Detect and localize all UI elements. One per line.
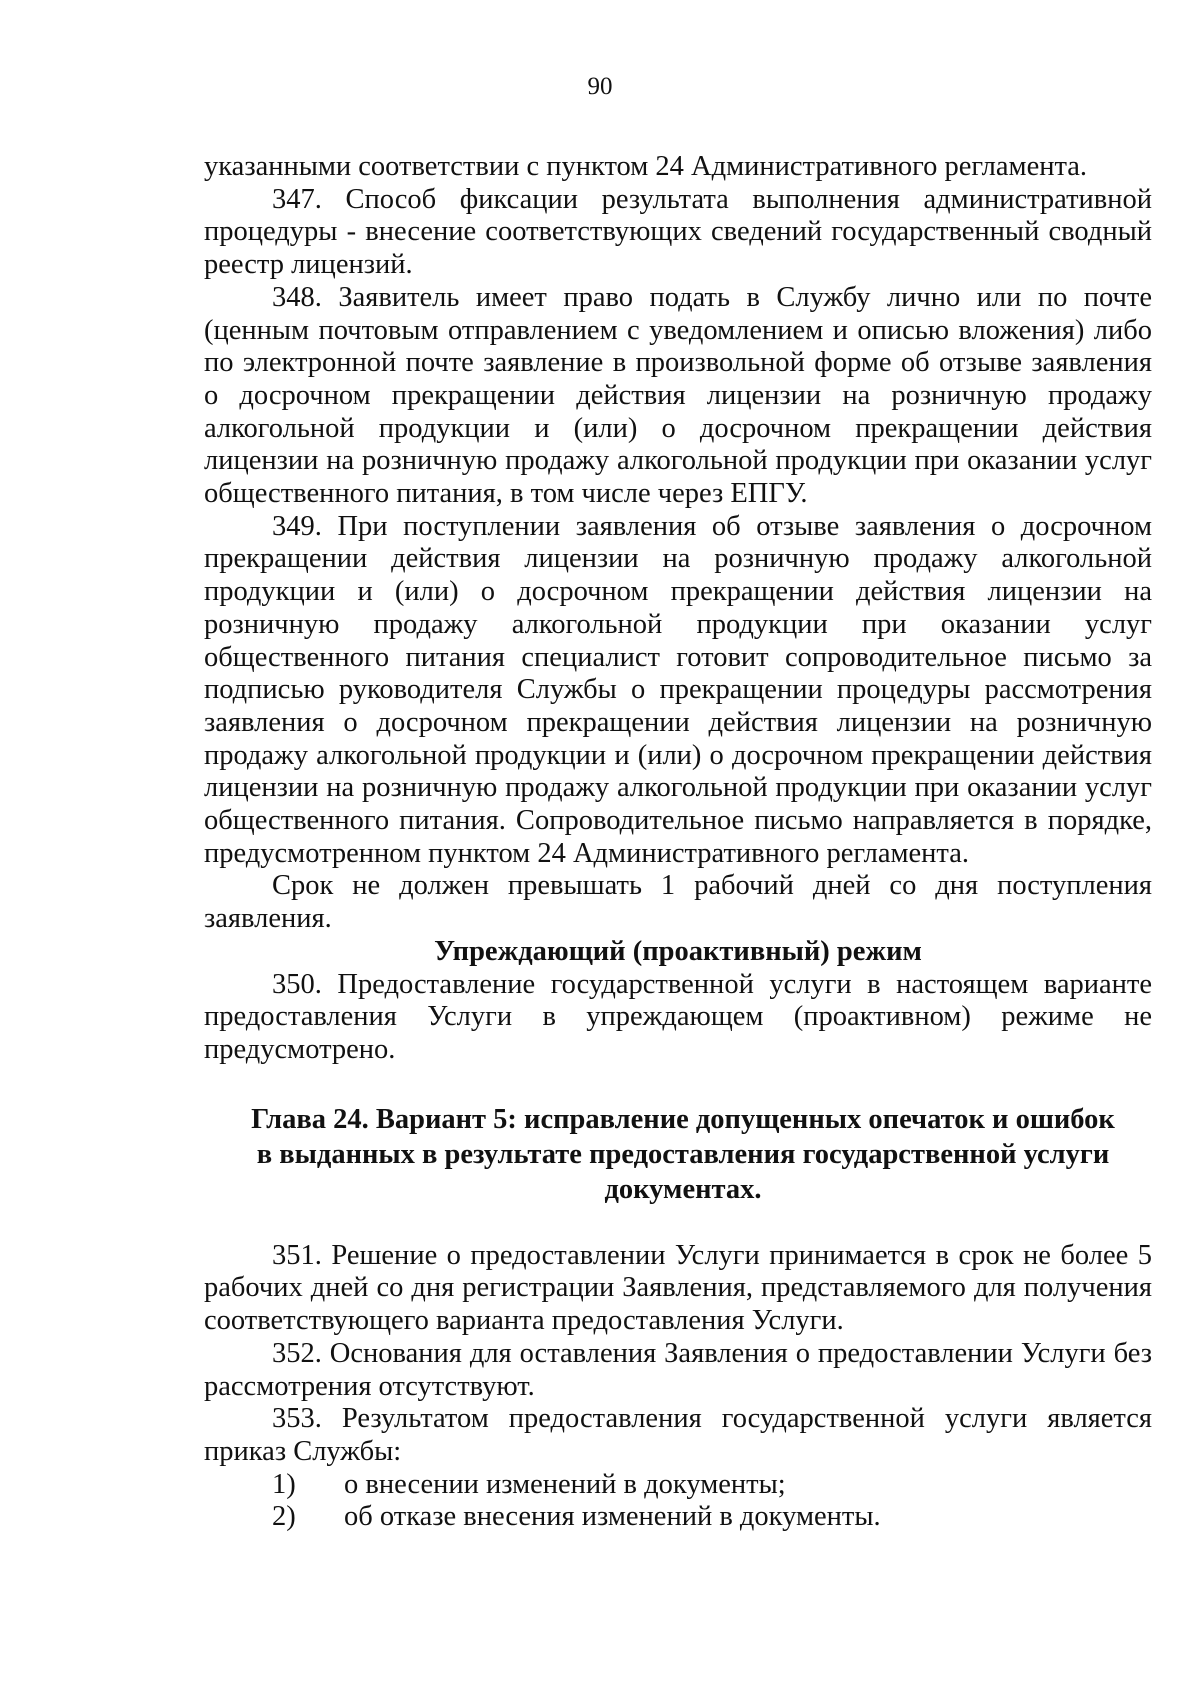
paragraph-352: 352. Основания для оставления Заявления о предоставлении Услуги без рассмотрения отсутствуют. — [204, 1337, 1152, 1402]
list-item-text: о внесении изменений в документы; — [344, 1468, 786, 1500]
list-item — [204, 1469, 1152, 1502]
paragraph-continuation: указанными соответствии с пунктом 24 Административного регламента. — [204, 151, 1088, 182]
list-item-number: 2) — [272, 1501, 296, 1533]
paragraph-deadline: Срок не должен превышать 1 рабочий дней со дня поступления заявления. — [204, 870, 1152, 935]
page-number: 90 — [587, 73, 613, 100]
list-item-text: об отказе внесения изменений в документы. — [344, 1501, 881, 1533]
chapter-title-line-2: в выданных в результате предоставления государственной услуги — [256, 1138, 1110, 1170]
paragraph-351: 351. Решение о предоставлении Услуги принимается в срок не более 5 рабочих дней со дня регистрации Заявления, представляемого для получения соответствующего варианта предоставления Услуги. — [204, 1239, 1152, 1337]
list-item-number: 1) — [272, 1468, 296, 1500]
paragraph-353: 353. Результатом предоставления государственной услуги является приказ Службы: — [204, 1403, 1152, 1467]
chapter-title — [204, 1102, 1152, 1207]
list-item — [204, 1501, 1152, 1534]
paragraph-350: 350. Предоставление государственной услуги в настоящем варианте предоставления Услуги в упреждающем (проактивном) режиме не предусмотрено. — [204, 968, 1152, 1065]
paragraph-349: 349. При поступлении заявления об отзыве заявления о досрочном прекращении действия лицензии на розничную продажу алкогольной продукции и (или) о досрочном прекращении действия лицензии на розничную продажу алкогольной продукции при оказании услуг общественного питания специалист готовит сопроводительное письмо за подписью руководителя Службы о прекращении процедуры рассмотрения заявления о досрочном прекращении действия лицензии на розничную продажу алкогольной продукции и (или) о досрочном прекращении действия лицензии на розничную продажу алкогольной продукции при оказании услуг общественного питания. Сопроводительное письмо направляется в порядке, предусмотренном пунктом 24 Административного регламента. — [204, 510, 1152, 869]
section-heading: Упреждающий (проактивный) режим — [434, 935, 922, 967]
chapter-title-line-1: Глава 24. Вариант 5: исправление допущенных опечаток и ошибок — [251, 1103, 1115, 1135]
chapter-title-line-3: документах. — [604, 1173, 762, 1205]
paragraph-348: 348. Заявитель имеет право подать в Службу лично или по почте (ценным почтовым отправлением с уведомлением и описью вложения) либо по электронной почте заявление в произвольной форме об отзыве заявления о досрочном прекращении действия лицензии на розничную продажу алкогольной продукции и (или) о досрочном прекращении действия лицензии на розничную продажу алкогольной продукции при оказании услуг общественного питания, в том числе через ЕПГУ. — [204, 281, 1152, 510]
document-body — [204, 151, 1152, 1534]
paragraph-347: 347. Способ фиксации результата выполнения административной процедуры - внесение соответствующих сведений государственный сводный реестр лицензий. — [204, 183, 1152, 281]
